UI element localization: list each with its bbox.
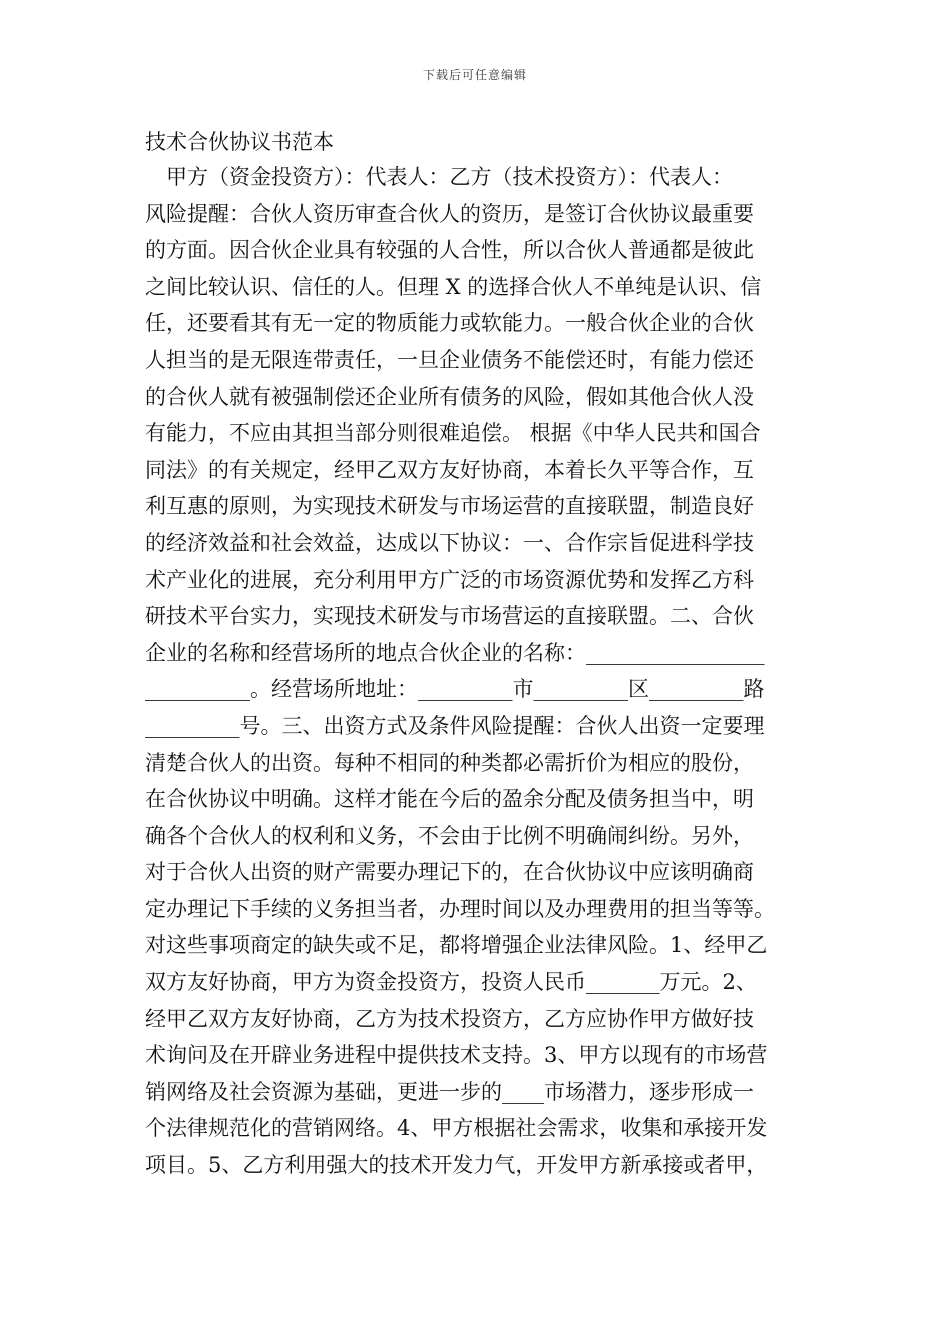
body-line: 确各个合伙人的权利和义务，不会由于比例不明确闹纠纷。另外，: [145, 823, 754, 848]
body-line: 企业的名称和经营场所的地点合伙企业的名称：_________________: [145, 640, 765, 665]
body-line: 任，还要看其有无一定的物质能力或软能力。一般合伙企业的合伙: [145, 311, 754, 336]
body-line: _________号。三、出资方式及条件风险提醒：合伙人出资一定要理: [145, 713, 765, 738]
body-line: 定办理记下手续的义务担当者，办理时间以及办理费用的担当等等。: [145, 896, 775, 921]
body-line: 清楚合伙人的出资。每种不相同的种类都必需折价为相应的股份，: [145, 750, 754, 775]
body-line: 项目。5、乙方利用强大的技术开发力气，开发甲方新承接或者甲，: [145, 1153, 768, 1178]
body-line: 的合伙人就有被强制偿还企业所有债务的风险，假如其他合伙人没: [145, 384, 754, 409]
body-line: 在合伙协议中明确。这样才能在今后的盈余分配及债务担当中，明: [145, 787, 754, 812]
document-body: [145, 159, 825, 1184]
body-line: 术产业化的进展，充分利用甲方广泛的市场资源优势和发挥乙方科: [145, 567, 754, 592]
body-line: 利互惠的原则，为实现技术研发与市场运营的直接联盟，制造良好: [145, 494, 754, 519]
body-line: 风险提醒：合伙人资历审查合伙人的资历，是签订合伙协议最重要: [145, 201, 754, 226]
body-line: 对这些事项商定的缺失或不足，都将增强企业法律风险。1、经甲乙: [145, 933, 768, 958]
body-line: 个法律规范化的营销网络。4、甲方根据社会需求，收集和承接开发: [145, 1116, 768, 1141]
body-line: 经甲乙双方友好协商，乙方为技术投资方，乙方应协作甲方做好技: [145, 1006, 754, 1031]
body-line: 双方友好协商，甲方为资金投资方，投资人民币_______万元。2、: [145, 970, 757, 995]
body-line: 的经济效益和社会效益，达成以下协议：一、合作宗旨促进科学技: [145, 530, 754, 555]
body-line: 人担当的是无限连带责任，一旦企业债务不能偿还时，有能力偿还: [145, 347, 754, 372]
body-line: 研技术平台实力，实现技术研发与市场营运的直接联盟。二、合伙: [145, 604, 754, 629]
document-title: 技术合伙协议书范本: [145, 130, 334, 154]
body-line: __________。经营场所地址：_________市_________区_________路: [145, 677, 765, 702]
body-line: 之间比较认识、信任的人。但理 X 的选择合伙人不单纯是认识、信: [145, 274, 762, 299]
body-line: 术询问及在开辟业务进程中提供技术支持。3、甲方以现有的市场营: [145, 1043, 768, 1068]
page-header: 下载后可任意编辑: [422, 68, 527, 82]
body-line: 甲方（资金投资方）：代表人：乙方（技术投资方）：代表人：: [166, 165, 733, 189]
body-line: 同法》的有关规定，经甲乙双方友好协商，本着长久平等合作，互: [145, 457, 754, 482]
body-line: 对于合伙人出资的财产需要办理记下的，在合伙协议中应该明确商: [145, 860, 754, 885]
body-line: 的方面。因合伙企业具有较强的人合性，所以合伙人普通都是彼此: [145, 238, 754, 263]
body-line: 有能力，不应由其担当部分则很难追偿。 根据《中华人民共和国合: [145, 421, 761, 446]
body-line: 销网络及社会资源为基础，更进一步的____市场潜力，逐步形成一: [145, 1079, 754, 1104]
